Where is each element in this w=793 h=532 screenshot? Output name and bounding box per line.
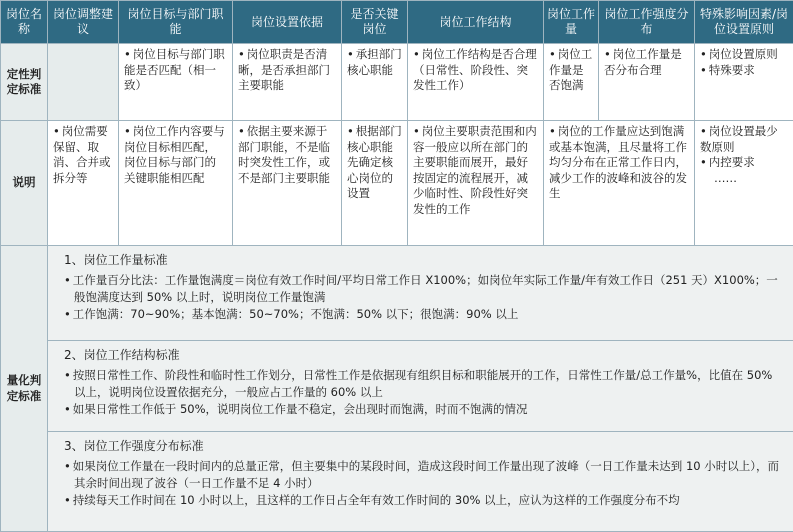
quantitative-label: 量化判定标准: [1, 246, 48, 532]
quant-section-intensity: [48, 432, 793, 512]
header-adjustment-advice: 岗位调整建议: [48, 1, 119, 44]
qualitative-label: 定性判定标准: [1, 44, 48, 121]
header-setting-basis: 岗位设置依据: [233, 1, 342, 44]
quantitative-row: [1, 246, 793, 532]
explanation-special-factors: [695, 121, 793, 246]
special-item-requirement: • 特殊要求: [700, 63, 788, 79]
qualitative-empty-cell: [48, 44, 119, 121]
header-job-name: 岗位名称: [1, 1, 48, 44]
explanation-row: [1, 121, 793, 246]
explanation-special-min-principle: • 岗位设置最少数原则: [700, 124, 788, 155]
quant-workload-item-2: • 工作饱满：70~90%；基本饱满：50~70%；不饱满：50% 以下；很饱满：90% 以上: [60, 306, 785, 323]
qualitative-setting-basis: • 岗位职责是否清晰，是否承担部门主要职能: [233, 44, 342, 121]
qualitative-intensity: • 岗位工作量是否分布合理: [599, 44, 695, 121]
quant-intensity-item-2: • 持续每天工作时间在 10 小时以上，且这样的工作日占全年有效工作时间的 30% 以上，应认为这样的工作强度分布不均: [60, 492, 785, 509]
qualitative-special-factors: [695, 44, 793, 121]
explanation-workload-intensity: • 岗位的工作量应达到饱满或基本饱满，且尽量将工作均匀分布在正常工作日内，减少工作的波峰和波谷的发生: [544, 121, 695, 246]
qualitative-workload: • 岗位工作量是否饱满: [544, 44, 599, 121]
explanation-special-ellipsis: ……: [700, 171, 788, 187]
quant-section-workload: [48, 246, 793, 341]
explanation-special-internal-control: • 内控要求: [700, 155, 788, 171]
header-intensity-distribution: 岗位工作强度分布: [599, 1, 695, 44]
quant-section-structure: [48, 341, 793, 432]
quant-section-intensity-title: 3、岗位工作强度分布标准: [64, 437, 785, 455]
explanation-key-position: • 根据部门核心职能先确定核心岗位的设置: [342, 121, 408, 246]
quantitative-content: [48, 246, 793, 532]
special-item-principle: • 岗位设置原则: [700, 47, 788, 63]
quant-section-structure-title: 2、岗位工作结构标准: [64, 346, 785, 364]
explanation-work-structure: • 岗位主要职责范围和内容一般应以所在部门的主要职能而展开，最好按固定的流程展开，减少临时性、阶段性好突发性的工作: [408, 121, 544, 246]
quant-workload-item-1: • 工作量百分比法：工作量饱满度＝岗位有效工作时间/平均日常工作日 X100%；如岗位年实际工作量/年有效工作日（251 天）X100%；一般饱满度达到 50% 以上时，说明岗位工作量饱满: [60, 272, 785, 306]
explanation-label: 说明: [1, 121, 48, 246]
header-special-factors: 特殊影响因素/岗位设置原则: [695, 1, 793, 44]
header-row: [1, 1, 793, 44]
qualitative-key-position: • 承担部门核心职能: [342, 44, 408, 121]
quant-structure-item-1: • 按照日常性工作、阶段性和临时性工作划分，日常性工作是依据现有组织目标和职能展开的工作，日常性工作量/总工作量%，比值在 50% 以上，说明岗位设置依据充分，一般应占工作量的 60% 以上: [60, 367, 785, 401]
quant-structure-item-2: • 如果日常性工作低于 50%，说明岗位工作量不稳定，会出现时而饱满，时而不饱满的情况: [60, 401, 785, 418]
qualitative-work-structure: • 岗位工作结构是否合理（日常性、阶段性、突发性工作）: [408, 44, 544, 121]
quant-intensity-item-1: • 如果岗位工作量在一段时间内的总量正常，但主要集中的某段时间，造成这段时间工作量出现了波峰（一日工作量未达到 10 小时以上），而其余时间出现了波谷（一日工作量不足 4 小时）: [60, 458, 785, 492]
header-work-structure: 岗位工作结构: [408, 1, 544, 44]
explanation-adjustment: • 岗位需要保留、取消、合并或拆分等: [48, 121, 119, 246]
header-goal-function: 岗位目标与部门职能: [119, 1, 233, 44]
explanation-goal-function: • 岗位工作内容要与岗位目标相匹配，岗位目标与部门的关键职能相匹配: [119, 121, 233, 246]
header-key-position: 是否关键岗位: [342, 1, 408, 44]
qualitative-goal-function: • 岗位目标与部门职能是否匹配（相一致）: [119, 44, 233, 121]
qualitative-row: [1, 44, 793, 121]
explanation-setting-basis: • 依据主要来源于部门职能，不是临时突发性工作，或不是部门主要职能: [233, 121, 342, 246]
quant-section-workload-title: 1、岗位工作量标准: [64, 251, 785, 269]
header-workload: 岗位工作量: [544, 1, 599, 44]
